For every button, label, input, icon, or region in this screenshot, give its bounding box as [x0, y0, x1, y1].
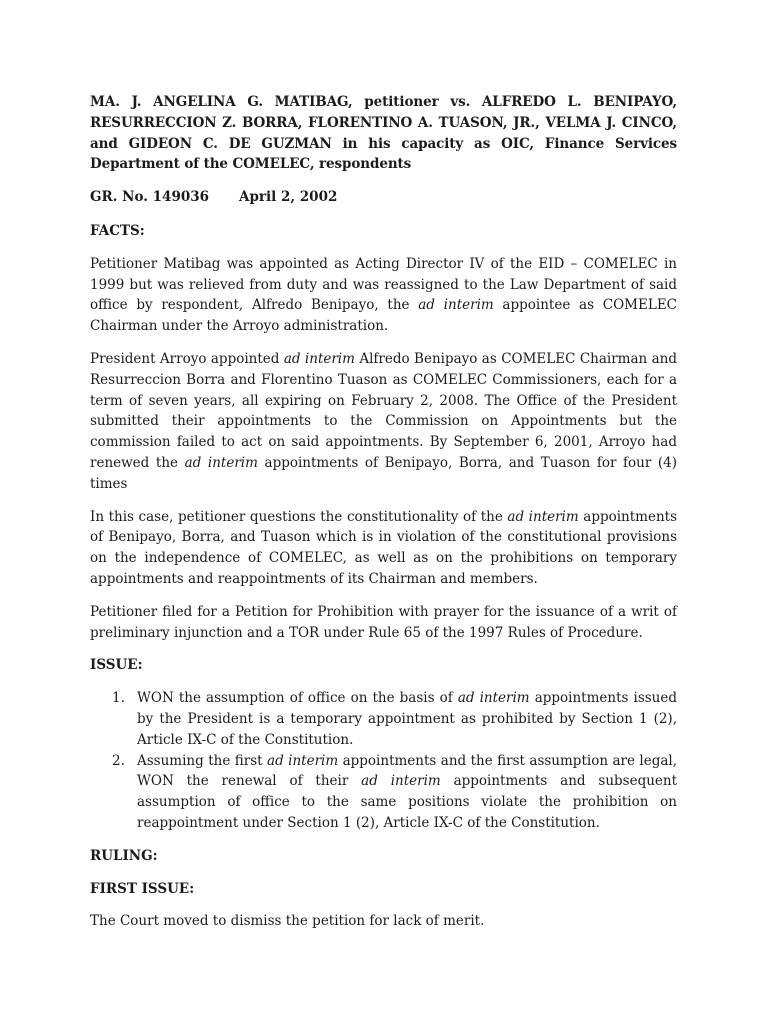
issue-item-2	[90, 751, 677, 834]
facts-p3-emphasis: ad interim	[507, 508, 579, 525]
facts-paragraph-1	[90, 254, 677, 337]
issue-1-text-a: WON the assumption of office on the basis of	[137, 690, 458, 707]
facts-p2-text-b: Alfredo Benipayo as COMELEC Chairman and Resurreccion Borra and Florentino Tuason as COMELEC Commissioners, each for a term of seven years, all expiring on February 2, 2008. The Office of the President submitted their appointments to the Commission on Appointments but the commission failed to act on said appointments. By September 6, 2001, Arroyo had renewed the	[90, 350, 678, 471]
issue-2-text-a: Assuming the first	[137, 752, 268, 769]
issue-1-emphasis: ad interim	[457, 690, 530, 707]
facts-p1-emphasis: ad interim	[418, 297, 494, 314]
first-issue-heading: FIRST ISSUE:	[90, 880, 195, 897]
case-title: MA. J. ANGELINA G. MATIBAG, petitioner vs. ALFREDO L. BENIPAYO, RESURRECCION Z. BORRA, FLORENTINO A. TUASON, JR., VELMA J. CINCO, and GIDEON C. DE GUZMAN in his capacity as OIC, Finance Services Department of the COMELEC, respondents	[90, 94, 677, 173]
facts-paragraph-2	[90, 349, 677, 495]
issue-item-1	[90, 688, 677, 750]
facts-p2-emphasis-1: ad interim	[283, 350, 355, 367]
issue-2-emphasis-2: ad interim	[361, 773, 441, 790]
facts-p1-text-b: appointee as COMELEC Chairman under the Arroyo administration.	[90, 297, 677, 335]
issue-1-text-b: appointments issued by the President is a temporary appointment as prohibited by Section 1 (2), Article IX-C of the Constitution.	[137, 690, 678, 748]
issue-list	[90, 688, 677, 834]
issue-2-text-c: appointments and subsequent assumption of office to the same positions violate the prohibition on reappointment under Section 1 (2), Article IX-C of the Constitution.	[137, 773, 678, 831]
document-page	[90, 92, 677, 944]
issue-number-1: 1.	[112, 690, 125, 707]
issue-2-text-b: appointments and the first assumption are legal, WON the renewal of their	[137, 752, 677, 790]
facts-p3-text-a: In this case, petitioner questions the constitutionality of the	[90, 508, 508, 525]
facts-p2-text-a: President Arroyo appointed	[90, 350, 284, 367]
facts-paragraph-4: Petitioner filed for a Petition for Prohibition with prayer for the issuance of a writ of preliminary injunction and a TOR under Rule 65 of the 1997 Rules of Procedure.	[90, 603, 677, 641]
issue-2-emphasis-1: ad interim	[267, 752, 339, 769]
issue-number-2: 2.	[112, 752, 125, 769]
facts-p2-emphasis-2: ad interim	[184, 454, 258, 471]
facts-p1-text-a: Petitioner Matibag was appointed as Acting Director IV of the EID – COMELEC in 1999 but was relieved from duty and was reassigned to the Law Department of said office by respondent, Alfredo Benipayo, the	[90, 255, 677, 314]
facts-p2-text-c: appointments of Benipayo, Borra, and Tuason for four (4) times	[90, 454, 677, 492]
facts-paragraph-3	[90, 507, 677, 590]
decision-date: April 2, 2002	[239, 189, 338, 206]
facts-p3-text-b: appointments of Benipayo, Borra, and Tuason which is in violation of the constitutional provisions on the independence of COMELEC, as well as on the prohibitions on temporary appointments and reappointments of its Chairman and members.	[90, 508, 678, 587]
gr-number: GR. No. 149036	[90, 189, 210, 206]
ruling-heading: RULING:	[90, 847, 158, 864]
facts-heading: FACTS:	[90, 222, 145, 239]
ruling-text: The Court moved to dismiss the petition for lack of merit.	[90, 913, 485, 930]
issue-heading: ISSUE:	[90, 657, 143, 674]
case-number-line	[90, 187, 677, 208]
